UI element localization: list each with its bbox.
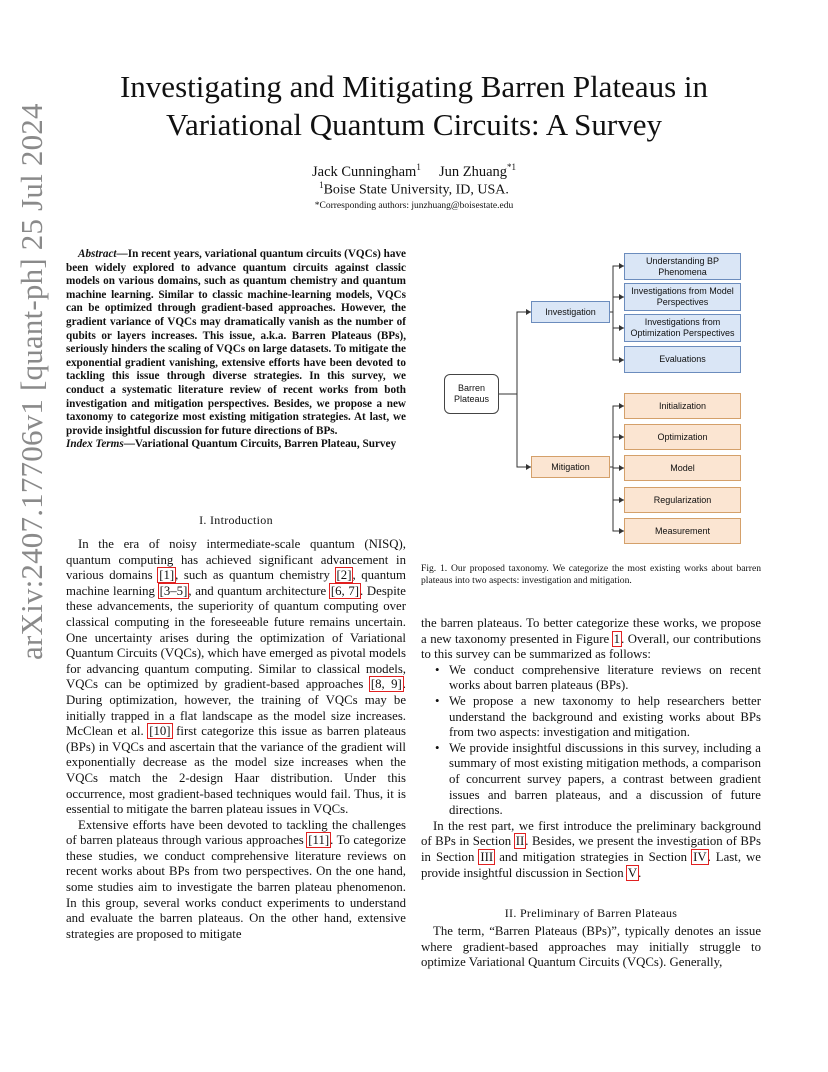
text: . During optimization, however, the training of VQCs may be initially trapped in a flat landscape as the model size increases. McClean et al. — [66, 677, 406, 739]
connector-mit-2 — [613, 406, 624, 437]
list-item: • We propose a new taxonomy to help researchers better understand the background and existing works about BPs from two aspects: investigation and mitigation. — [421, 694, 761, 741]
figure-link[interactable]: 1 — [613, 631, 621, 646]
figure-caption: Fig. 1. Our proposed taxonomy. We categorize the most existing works about barren plateaus into two aspects: investigation and mitigation. — [421, 563, 761, 586]
connector-inv-2 — [613, 266, 624, 297]
node-regularization: Regularization — [624, 487, 741, 513]
connector-inv-3 — [613, 297, 624, 328]
section-heading-preliminary: II. Preliminary of Barren Plateaus — [504, 906, 678, 920]
paper-title: Investigating and Mitigating Barren Plateaus in Variational Quantum Circuits: A Survey — [119, 69, 709, 142]
node-evaluations: Evaluations — [624, 346, 741, 373]
connector-inv-4 — [613, 328, 624, 360]
section-link[interactable]: V — [627, 865, 638, 880]
node-initialization: Initialization — [624, 393, 741, 419]
section-link[interactable]: III — [480, 849, 494, 864]
connector-root-investigation — [499, 312, 531, 394]
text: . To categorize these studies, we conduct comprehensive literature reviews on recent works about BPs from two perspectives. On the one hand, some studies aim to investigate the barren plateau phenomenon. In this group, several works conduct experiments to understand and evaluate the barren plateaus. On the other hand, extensive strategies are proposed to mitigate — [66, 833, 406, 941]
text: In the era of noisy intermediate-scale quantum (NISQ), quantum computing has achieved significant advancement in various domains — [66, 537, 406, 583]
text: , quantum machine learning — [66, 568, 407, 598]
authors — [0, 162, 828, 181]
node-investigation: Investigation — [531, 301, 610, 323]
connector-mit-4 — [613, 468, 624, 500]
preliminary-paragraph: The term, “Barren Plateaus (BPs)”, typically denotes an issue where gradient-based approaches may initially struggle to optimize Variational Quantum Circuits (VQCs). Generally, — [421, 924, 761, 970]
section-link[interactable]: IV — [693, 849, 707, 864]
contributions-body — [421, 616, 761, 881]
citation-link[interactable]: [6, 7] — [330, 583, 360, 598]
author-2: Jun Zhuang — [438, 163, 507, 180]
node-understanding-bp: Understanding BP Phenomena — [624, 253, 741, 280]
text: . — [638, 865, 642, 880]
node-optimization-perspectives: Investigations from Optimization Perspectives — [624, 314, 741, 342]
text: . Besides, we present the investigation of BPs in Section — [421, 834, 761, 864]
index-terms-text: —Variational Quantum Circuits, Barren Plateau, Survey — [123, 438, 397, 451]
corresponding-author: *Corresponding authors: junzhuang@boisestate.edu — [314, 201, 514, 211]
section-heading-introduction: I. Introduction — [199, 513, 273, 527]
node-optimization: Optimization — [624, 424, 741, 450]
connector-inv-1 — [610, 266, 624, 312]
author-2-sup: *1 — [507, 162, 516, 172]
node-mitigation: Mitigation — [531, 456, 610, 478]
intro-paragraph-1 — [66, 537, 406, 818]
connector-mit-3 — [613, 437, 624, 468]
node-model-perspectives: Investigations from Model Perspectives — [624, 283, 741, 311]
roadmap-paragraph — [421, 819, 761, 881]
section-link[interactable]: II — [515, 834, 525, 849]
connector-mit-5 — [613, 500, 624, 531]
citation-link[interactable]: [2] — [336, 568, 352, 583]
abstract-label: Abstract — [78, 248, 117, 260]
connector-root-mitigation — [499, 394, 531, 467]
citation-link[interactable]: [11] — [308, 833, 330, 848]
affiliation-text: Boise State University, ID, USA. — [323, 182, 509, 198]
text: . Last, we provide insightful discussion in Section — [421, 849, 761, 880]
text: . Despite these advancements, the superiority of quantum computing over classical computing in the foreseeable future remains uncertain. One uncertainty arises during the optimization of Variational Quantum Circuits (VQCs), which have emerged as pivotal models for advancing quantum computing. Similar to classical models, VQCs can be optimized by gradient-based approaches — [66, 583, 406, 692]
citation-link[interactable]: [8, 9] — [370, 677, 402, 692]
list-item: • We provide insightful discussions in this survey, including a summary of most existing mitigation methods, a comparison of concurrent survey papers, a contrast between gradient issues and barren plateaus, and a discussion of future directions. — [421, 741, 761, 819]
node-measurement: Measurement — [624, 518, 741, 544]
text: , and quantum architecture — [188, 583, 330, 598]
node-barren-plateaus: Barren Plateaus — [444, 374, 499, 414]
contributions-list — [421, 663, 761, 819]
text: the barren plateaus. To better categorize these works, we propose a new taxonomy presented in Figure — [421, 616, 761, 646]
contributions-intro — [421, 616, 761, 663]
author-1-sup: 1 — [416, 162, 421, 172]
arxiv-stamp: arXiv:2407.17706v1 [quant-ph] 25 Jul 2024 — [14, 103, 49, 660]
affiliation-sup: 1 — [319, 180, 324, 190]
text: , such as quantum chemistry — [175, 568, 336, 583]
preliminary-body — [421, 924, 761, 971]
list-item: • We conduct comprehensive literature reviews on recent works about barren plateaus (BPs). — [421, 663, 761, 694]
text: first categorize this issue as barren plateaus (BPs) in VQCs and ascertain that the variance of the gradient will exponentially decrease as the model size increases when the VQCs match the 2-design Haar distribution. Under this occurrence, most gradient-based techniques would fail. Thus, it is essential to mitigate the barren plateau issues in VQCs. — [66, 724, 406, 817]
intro-body — [66, 537, 406, 942]
taxonomy-figure — [421, 248, 761, 558]
index-terms-label: Index Terms — [66, 438, 124, 451]
text: and mitigation strategies in Section — [494, 849, 693, 864]
abstract-text: —In recent years, variational quantum circuits (VQCs) have been widely explored to advance quantum circuits against classic models on various domains, such as quantum chemistry and quantum machine learning. Similar to classic machine-learning models, VQCs can be optimized through gradient-based approaches. However, the gradient variance of VQCs may dramatically vanish as the number of qubits or layers increases. This issue, a.k.a. Barren Plateaus (BPs), seriously hinders the scaling of VQCs on large datasets. To mitigate the exponential gradient vanishing, extensive efforts have been devoted to tackling this issue through diverse strategies. In this survey, we conduct a systematic literature review of recent works from both investigation and mitigation perspectives. Besides, we propose a new taxonomy to categorize most existing mitigation strategies. At last, we provide insightful discussion for future directions of BPs. — [66, 248, 406, 437]
citation-link[interactable]: [1] — [159, 568, 175, 583]
citation-link[interactable]: [3–5] — [159, 583, 188, 598]
text: In the rest part, we first introduce the preliminary background of BPs in Section — [421, 818, 761, 849]
affiliation — [0, 180, 828, 199]
citation-link[interactable]: [10] — [149, 724, 171, 739]
text: Extensive efforts have been devoted to tackling the challenges of barren plateaus through various approaches — [66, 817, 406, 848]
intro-paragraph-2 — [66, 818, 406, 943]
text: . Overall, our contributions to this survey can be summarized as follows: — [421, 631, 761, 662]
node-model: Model — [624, 455, 741, 481]
author-1: Jack Cunningham — [312, 163, 417, 180]
abstract — [66, 248, 406, 452]
